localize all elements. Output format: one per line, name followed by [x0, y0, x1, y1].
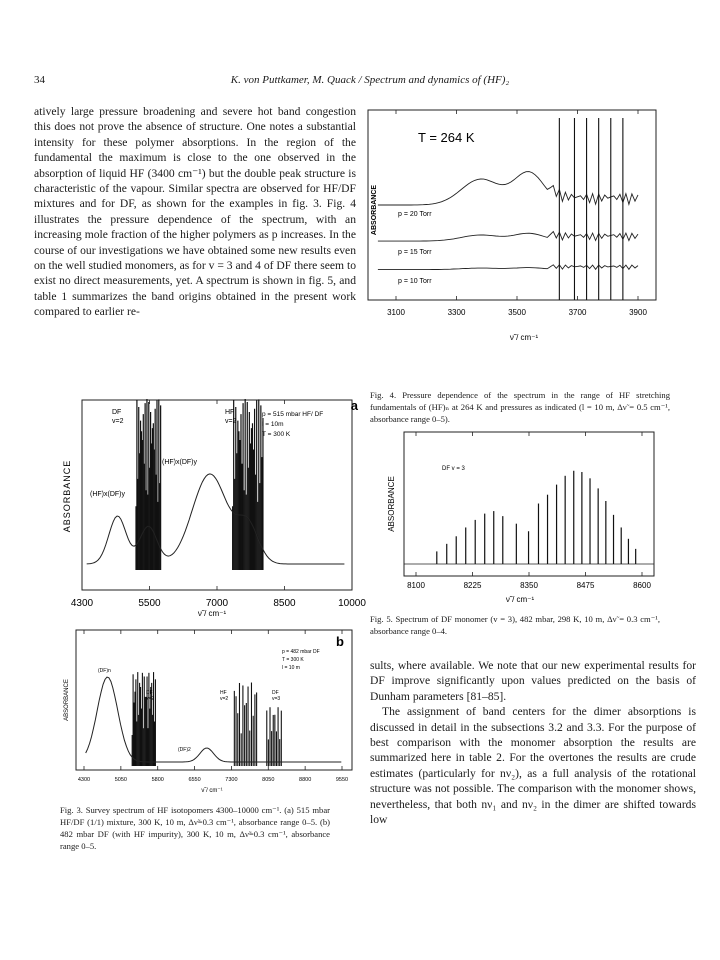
df-label: DF: [146, 690, 153, 696]
df-v3-label: DF: [272, 690, 279, 696]
chart-title: DF v = 3: [442, 466, 465, 472]
x-axis-label: ν̃ / cm⁻¹: [197, 609, 227, 618]
x-tick-label: 8100: [407, 581, 425, 590]
x-tick-label: 7300: [225, 777, 238, 783]
figure-5-caption: Fig. 5. Spectrum of DF monomer (v = 3), 482 mbar, 298 K, 10 m, Δν̃ = 0.3 cm⁻¹, absorbance range 0–4.: [370, 614, 660, 636]
x-tick-label: 3900: [629, 308, 647, 317]
figure-3b: [60, 626, 360, 796]
hf-v-label: v=2: [225, 418, 237, 425]
hf-label: HF: [220, 690, 227, 696]
condition-pressure: p = 482 mbar DF: [282, 649, 320, 655]
running-title: K. von Puttkamer, M. Quack / Spectrum and dynamics of (HF)₂: [230, 74, 510, 86]
df-v3-v-label: v=3: [272, 696, 281, 702]
band-lines: [136, 399, 263, 570]
figure-4: [356, 100, 676, 348]
df-v-label: v=2: [146, 696, 155, 702]
spectrum-trace: [87, 474, 345, 564]
condition-length: l = 10 m: [282, 665, 300, 671]
figure-3-caption: Fig. 3. Survey spectrum of HF isotopomers 4300–10000 cm⁻¹. (a) 515 mbar HF/DF (1/1) mixture, 300 K, 10 m, Δν̃=0.3 cm⁻¹, absorbance range 0–5. (b) 482 mbar DF (with HF impurity), 300 K, 10 m, Δν̃=0.3 cm⁻¹, absorbance range 0–5.: [60, 805, 330, 851]
right-column-text: [370, 658, 696, 827]
right-paragraph-1: sults, where available. We note that our new experimental results for DF improve significantly upon values predicted on the basis of Dunham parameters [81–85].: [370, 659, 696, 703]
x-tick-label: 5050: [114, 777, 127, 783]
rotational-lines: [437, 471, 636, 564]
series-label-15-torr: p = 15 Torr: [398, 249, 432, 256]
x-tick-label: 4300: [77, 777, 91, 783]
df-v-label: v=2: [112, 418, 124, 425]
left-column-text: [34, 104, 356, 320]
df-label: DF: [112, 409, 122, 416]
x-ticks: [407, 432, 651, 590]
chart-title: T = 264 K: [418, 130, 475, 145]
condition-pressure: p = 515 mbar HF/ DF: [262, 411, 324, 418]
x-tick-label: 3500: [508, 308, 526, 317]
left-paragraph: atively large pressure broadening and severe hot band congestion this does not prove the absence of structure. One notes a substantial intensity for these polymer absorptions. In the region of the fundamental the maximum is close to the one observed in the absorption of liquid HF (3400 cm⁻¹) but the double peak structure is characteristic of the vapour. Similar spectra are observed for HF/DF mixtures and for DF, as shown for the examples in fig. 3. Fig. 4 illustrates the pressure dependence of the spectrum, with an increasing mole fraction of the higher polymers as p increases. In the course of our investigations we have obtained some new results even on the well studied monomers, as for v = 3 and 4 of DF there seem to exist no direct measurements, yet. A spectrum is shown in fig. 5, and table 1 summarizes the band origins obtained in the present work compared to earlier re-: [34, 105, 356, 319]
mixed-polymer-label-upper: (HF)x(DF)y: [162, 459, 197, 466]
x-axis-label: ν̃ / cm⁻¹: [505, 595, 535, 604]
x-tick-label: 3300: [447, 308, 466, 317]
y-axis-label: ABSORBANCE: [387, 476, 396, 532]
x-tick-label: 8500: [273, 598, 296, 609]
monomer-lines: [559, 118, 623, 300]
x-tick-label: 8800: [299, 777, 312, 783]
panel-letter: b: [336, 634, 344, 649]
y-axis-label: ABSORBANCE: [371, 184, 378, 236]
spectrum-trace: [86, 677, 342, 762]
x-tick-label: 8475: [576, 581, 595, 590]
x-tick-label: 8350: [520, 581, 538, 590]
x-tick-label: 4300: [70, 598, 94, 609]
x-tick-label: 8050: [262, 777, 275, 783]
condition-length: l = 10m: [262, 421, 284, 428]
condition-temperature: T = 300 K: [262, 431, 291, 438]
x-tick-label: 8225: [463, 581, 482, 590]
x-tick-label: 10000: [338, 598, 366, 609]
x-tick-label: 5800: [151, 777, 164, 783]
x-tick-label: 6550: [188, 777, 201, 783]
x-tick-label: 3700: [568, 308, 587, 317]
figure-4-caption: Fig. 4. Pressure dependence of the spectrum in the range of HF stretching fundamentals of (HF)ₙ at 264 K and pressures as indicated (l = 10 m, Δν̃ = 0.5 cm⁻¹, absorbance range 0–5).: [370, 390, 670, 424]
x-axis-label: ν̃ / cm⁻¹: [201, 788, 223, 794]
hf-label: HF: [225, 409, 235, 416]
x-tick-label: 9550: [335, 777, 349, 783]
y-axis-label: ABSORBANCE: [64, 679, 70, 721]
mixed-polymer-label-lower: (HF)x(DF)y: [90, 491, 125, 498]
series-label-10-torr: p = 10 Torr: [398, 278, 432, 285]
figure-3a: [60, 396, 366, 620]
y-axis-label: ABSORBANCE: [62, 459, 72, 533]
x-tick-label: 5500: [138, 598, 161, 609]
series-label-20-torr: p = 20 Torr: [398, 211, 432, 218]
x-axis-label: ν̃ / cm⁻¹: [509, 333, 539, 342]
dfn-label: (DF)n: [98, 668, 111, 674]
right-paragraph-2: The assignment of band centers for the dimer absorptions is discussed in detail in the subsections 3.2 and 3.3. For the purpose of best comparison with the monomer absorption the results are summarized here in table 2. For the overtones the results are crude estimates (particularly for nν₂), as a full analysis of the rotational structure was not possible. The comparison with the monomer shows, nevertheless, that both nν₁ and nν₂ in the dimer are shifted towards low: [370, 705, 696, 827]
hf-v-label: v=2: [220, 696, 229, 702]
df2-label: (DF)2: [178, 747, 191, 753]
x-tick-label: 7000: [205, 598, 229, 609]
condition-temperature: T = 300 K: [282, 657, 304, 663]
x-tick-label: 8600: [633, 581, 651, 590]
panel-letter: a: [350, 398, 358, 413]
band-lines: [132, 672, 281, 766]
x-ticks: [71, 400, 366, 609]
figure-5: [380, 428, 670, 606]
page-number: 34: [34, 74, 45, 86]
x-tick-label: 3100: [387, 308, 405, 317]
